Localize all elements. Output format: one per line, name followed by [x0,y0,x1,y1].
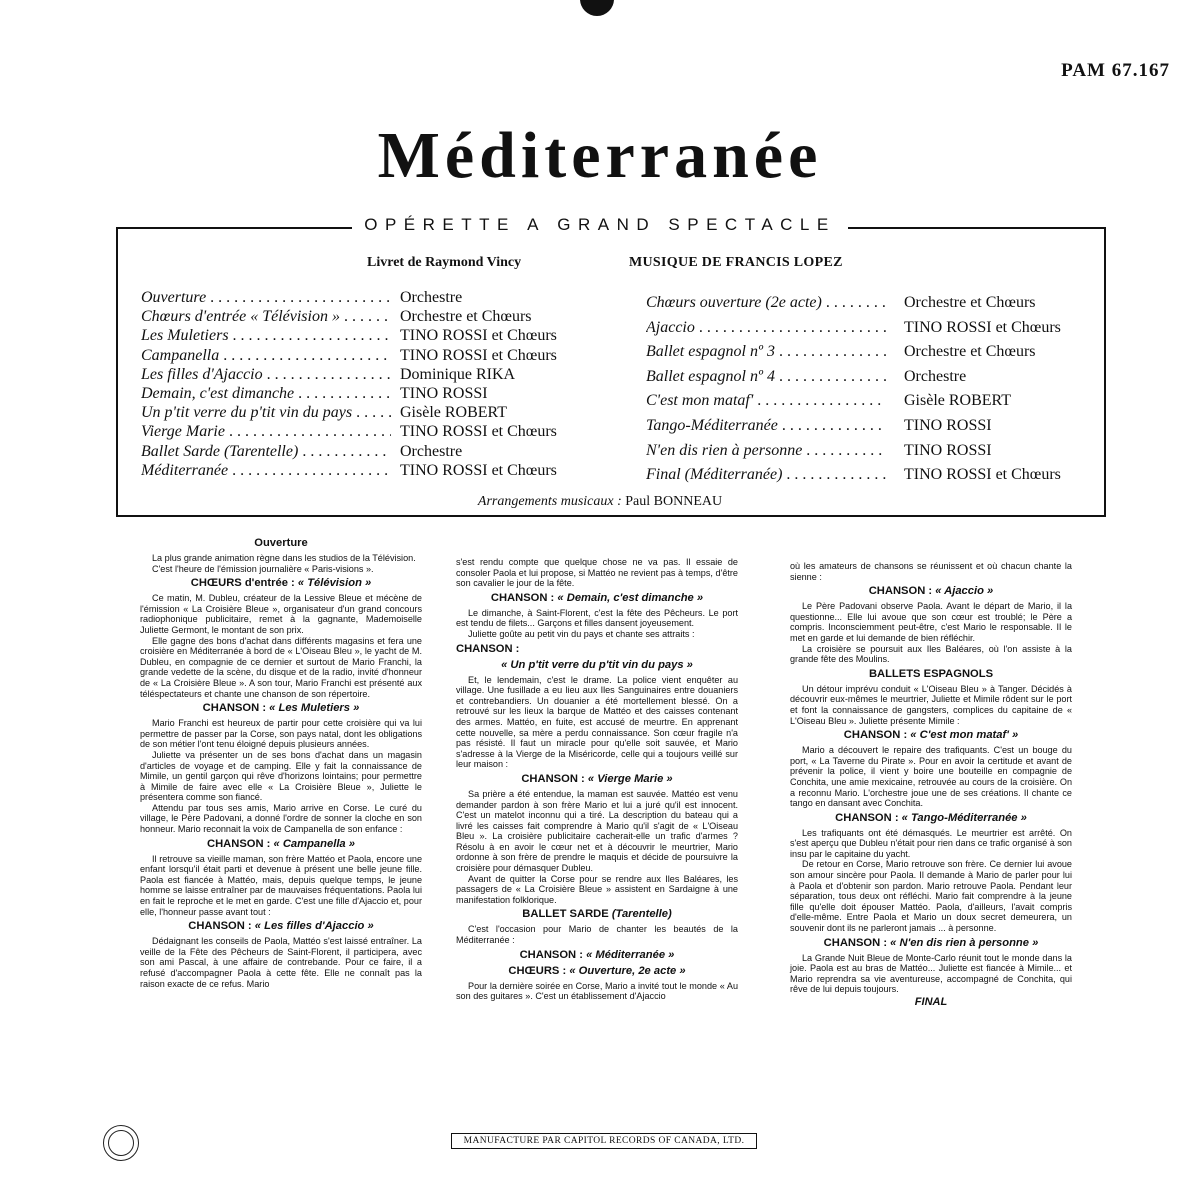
track-performer: TINO ROSSI et Chœurs [400,423,557,441]
track-performer: Orchestre [400,442,463,460]
track-performer: TINO ROSSI et Chœurs [904,318,1061,336]
heading-title: « C'est mon mataf' » [910,729,1019,742]
heading-prefix: CHANSON : [868,585,933,598]
final-label: FINAL [914,996,948,1008]
heading-prefix: CHŒURS : [508,964,567,977]
track-row [141,346,557,365]
heading-prefix: BALLET SARDE [522,908,609,921]
track-title: Ballet espagnol nº 3 . . . [646,340,886,365]
heading-prefix: CHANSON : [202,702,267,715]
track-performer: Orchestre et Chœurs [400,308,532,326]
heading-prefix: CHANSON : [823,936,888,949]
heading-prefix: CHANSON : [207,837,271,850]
synopsis-paragraph: La croisière se poursuit aux Iles Baléares, où l'on assiste à la grande fête des Moulins. [790,643,1072,665]
track-performer: Dominique RIKA [400,365,516,383]
manufacture-notice: MANUFACTURE PAR CAPITOL RECORDS OF CANADA, LTD. [451,1133,757,1149]
heading-title: « Méditerranée » [586,948,675,961]
synopsis-paragraph: C'est l'occasion pour Mario de chanter les beautés de la Méditerranée : [456,924,738,946]
heading-title: « Ouverture, 2e acte » [569,964,686,977]
synopsis-paragraph: Avant de quitter la Corse pour se rendre aux Iles Baléares, les passagers de « La Croisière Bleue » assistent en Sardaigne à une manifestation folklorique. [456,873,738,905]
heading-title: « Vierge Marie » [587,772,673,785]
circular-seal-icon [103,1125,139,1161]
synopsis-paragraph: s'est rendu compte que quelque chose ne va pas. Il essaie de consoler Paola et lui propose, si Mattéo ne revient pas à temps, d'être son cavalier le jour de la fête. [456,557,738,589]
heading-prefix: CHANSON : [490,591,555,604]
synopsis-paragraph: Dédaignant les conseils de Paola, Mattéo s'est laissé entraîner. La veille de la Fête des Pêcheurs de Saint-Florent, il participera, avec son ami Pascal, à une affaire de contrebande. Pour ce faire, il a refusé d'accompagner Paola à cette fête. Elle ne connaît pas la raison exacte de ce refus. Mario [140,936,422,989]
track-title: N'en dis rien à personne . . . [646,439,886,464]
synopsis-paragraph: De retour en Corse, Mario retrouve son frère. Ce dernier lui avoue son amour sincère pour Paola. Il demande à Mario de parler pour lui à Paola et d'obtenir son pardon. Mario retrouve Paola. Pendant leur séparation, tous deux ont réfléchi. Mario fait comprendre à la jeune fille qu'elle doit épouser Mattéo. Paola, d'ailleurs, l'avait compris d'elle-même. Entre Paola et Mario un doux secret demeurera, un souvenir dont ils ne parleront jamais ... à personne. [790,859,1072,934]
track-title: Ballet espagnol nº 4 . . . [646,365,886,390]
section-heading [456,659,738,672]
section-heading [456,643,738,656]
page-title: Méditerranée [377,119,823,192]
heading-title: (Tarentelle) [611,908,672,921]
track-performer: Gisèle ROBERT [904,392,1012,410]
track-row [141,461,557,480]
arrangements-credit [0,494,1200,510]
section-heading [140,838,422,851]
section-heading [140,702,422,715]
heading-prefix: CHANSON : [519,948,583,961]
synopsis-paragraph: Elle gagne des bons d'achat dans différents magasins et fera une croisière en Méditerranée à bord de « L'Oiseau Bleu », le yacht de M. Dubleu, en compagnie de ce dernier et surtout de Mario Franchi, la grande vedette de la scène, du disque et de la radio, invité d'honneur de « La Croisière Bleue ». A son tour, Mario Franchi est présenté aux téléspectateurs et chante une chanson de son répertoire. [140,635,422,699]
track-performer: Orchestre et Chœurs [904,343,1036,361]
synopsis-paragraph: Sa prière a été entendue, la maman est sauvée. Mattéo est venu demander pardon à son frère Mario et lui a juré qu'il est innocent. C'est un matelot inconnu qui a tiré. La description du bateau qui a livré les caisses fait comprendre à Mario qu'il s'agit de « L'Oiseau Bleu ». La croisière publicitaire cacherait-elle un trafic d'armes ? Résolu à en avoir le cœur net et à découvrir le meurtrier, Mario ordonne à son frère de prendre le maquis et décide de poursuivre la croisière pour démasquer Dubleu. [456,788,738,874]
track-performer: TINO ROSSI et Chœurs [400,327,557,345]
track-title: Chœurs d'entrée « Télévision » . . . [141,307,391,326]
track-title: Ballet Sarde (Tarentelle) . . . [141,442,391,461]
track-title: Ajaccio . . . [646,316,886,341]
track-performer: TINO ROSSI [904,416,992,434]
synopsis-paragraph: Juliette goûte au petit vin du pays et chante ses attraits : [468,628,695,639]
heading-title: « Tango-Méditerranée » [901,811,1027,824]
catalog-number: PAM 67.167 [1061,60,1170,81]
synopsis-paragraph: Ce matin, M. Dubleu, créateur de la Lessive Bleue et mécène de l'émission « La Croisière Bleue », organisateur d'un grand concours radiophonique publicitaire, remet à la gagnante, Mademoiselle Juliette Germont, le montant de son prix. [140,593,422,635]
synopsis-column-3 [790,561,1072,1008]
heading-prefix: CHANSON : [188,920,252,933]
track-row [646,439,992,464]
track-title: Un p'tit verre du p'tit vin du pays . . . [141,403,391,422]
synopsis-paragraph: Il retrouve sa vieille maman, son frère Mattéo et Paola, encore une enfant lorsqu'il était parti et devenue à présent une belle jeune fille. Paola est fiancée à Mattéo, mais, depuis quelque temps, le jeune homme se laisse entraîner par de mauvaises fréquentations. Paola lui en fait le reproche et le met en garde. C'est une fille d'Ajaccio et, pour elle, l'honneur passe avant tout : [140,853,422,917]
section-heading [140,920,422,933]
synopsis-paragraph: Pour la dernière soirée en Corse, Mario a invité tout le monde « Au son des guitares ». C'est un établissement d'Ajaccio [456,980,738,1002]
synopsis-paragraph: Un détour imprévu conduit « L'Oiseau Bleu » à Tanger. Décidés à découvrir eux-mêmes le meurtrier, Juliette et Mimile rôdent sur le port et font la connaissance de gangsters, complices du capitaine de « L'Oiseau Bleu ». Juliette présente Mimile : [790,683,1072,726]
track-title: Campanella . . . [141,346,391,365]
heading-title: « Télévision » [297,577,372,590]
synopsis-paragraph: où les amateurs de chansons se réunissent et où chacun chante la sienne : [790,561,1072,582]
track-row [646,463,1061,488]
track-row [646,389,1012,414]
section-heading [456,949,738,962]
livret-credit: Livret de Raymond Vincy [367,255,522,270]
track-row [141,365,516,384]
track-row [646,365,967,390]
synopsis-paragraph: Attendu par tous ses amis, Mario arrive en Corse. Le curé du village, le Père Padovani, a donné l'ordre de sonner la cloche en son honneur. Mario reconnait la voix de Campanella de son enfance : [140,802,422,835]
section-heading: Ouverture [254,537,308,549]
track-row [141,442,463,461]
section-heading: BALLETS ESPAGNOLS [868,667,994,680]
track-row [141,422,557,441]
track-performer: Gisèle ROBERT [400,404,508,422]
track-row [141,326,557,345]
track-title: Vierge Marie . . . [141,422,391,441]
synopsis-column-2 [456,557,738,1002]
track-title: Les filles d'Ajaccio . . . [141,365,391,384]
section-heading [790,937,1072,950]
track-title: Tango-Méditerranée . . . [646,414,886,439]
section-heading [790,812,1072,825]
track-row [141,307,532,326]
track-title: Demain, c'est dimanche . . . [141,384,391,403]
synopsis-paragraph: Les trafiquants ont été démasqués. Le meurtrier est arrêté. On s'est aperçu que Dubleu n'était pour rien dans ce trafic organisé à son insu par le capitaine du yacht. [790,827,1072,859]
heading-prefix: CHANSON : [521,772,585,785]
track-row [646,291,1036,316]
synopsis-paragraph: La Grande Nuit Bleue de Monte-Carlo réunit tout le monde dans la joie. Paola est au bras de Mattéo... Juliette est fiancée à Mimile... et Mario reprendra sa vie aventureuse, accompagné de Conchita, qui rêve de lui depuis toujours. [790,952,1072,995]
synopsis-paragraph: Mario Franchi est heureux de partir pour cette croisière qui va lui permettre de passer par la Corse, son pays natal, dont les obligations de son métier l'ont tenu éloigné depuis plusieurs années. [140,718,422,750]
synopsis-paragraph: C'est l'heure de l'émission journalière « Paris-visions ». [152,563,374,574]
track-performer: TINO ROSSI et Chœurs [400,346,557,364]
heading-title: « Campanella » [273,837,355,850]
track-row [141,403,508,422]
track-title: Final (Méditerranée) . . . [646,463,886,488]
track-performer: Orchestre et Chœurs [904,294,1036,311]
synopsis-paragraph: Juliette va présenter un de ses bons d'achat dans un magasin d'articles de voyage et de camping. Elle y fait la connaissance de Mimile, un gentil garçon qui rêve d'horizons lointains; pour permettre à Mimile de faire avec elle « La Croisière Bleue », Juliette le présentera comme son fiancé. [140,749,422,803]
subtitle [0,215,1200,235]
track-row [646,340,1036,365]
subtitle-text: OPÉRETTE A GRAND SPECTACLE [352,215,847,234]
heading-title: « Demain, c'est dimanche » [557,591,704,604]
synopsis-paragraph: La plus grande animation règne dans les studios de la Télévision. [152,553,416,563]
track-performer: Orchestre [400,289,463,306]
heading-prefix: CHANSON : [835,811,899,824]
arrangements-name: Paul BONNEAU [625,494,723,509]
track-performer: Orchestre [904,367,967,385]
synopsis-paragraph: Le Père Padovani observe Paola. Avant le départ de Mario, il la questionne... Elle lui avoue que son cœur est troublé; le Père a compris. Inconsciemment peut-être, c'est Mario le responsable. Il le met en garde et lui demande de bien réfléchir. [790,601,1072,643]
track-title: C'est mon mataf' . . . [646,389,886,414]
track-row [141,384,488,403]
heading-title: « Les filles d'Ajaccio » [254,920,374,933]
section-heading [790,585,1072,598]
musique-credit: MUSIQUE DE FRANCIS LOPEZ [629,255,843,270]
section-heading [140,577,422,590]
section-heading [456,965,738,978]
synopsis-paragraph: Le dimanche, à Saint-Florent, c'est la fête des Pêcheurs. Le port est tendu de filets... Garçons et filles dansent joyeusement. [456,607,738,629]
section-heading [456,908,738,921]
heading-prefix: CHANSON : [843,729,908,742]
section-heading [456,592,738,605]
track-row [646,414,992,439]
arrangements-label: Arrangements musicaux : [477,494,622,509]
track-title: Chœurs ouverture (2e acte) . . . [646,291,886,316]
heading-title: « Ajaccio » [935,585,994,598]
synopsis-paragraph: Mario a découvert le repaire des trafiquants. C'est un bouge du port, « La Taverne du Pirate ». Pour en avoir la certitude et avant de prévenir la police, il vient y boire une bouteille en compagnie de Conchita, une amie mexicaine, retrouvée au cours de la croisière. On a reconnu Mario. L'orchestre joue une de ses créations. Il chante ce tango en dansant avec Conchita. [790,745,1072,809]
heading-prefix: CHANSON : [456,642,520,655]
heading-title: « Les Muletiers » [269,702,360,715]
track-row [646,316,1061,341]
track-row [141,288,463,307]
black-circle-tab-icon [580,0,614,16]
heading-title: « N'en dis rien à personne » [890,936,1039,949]
heading-title: « Un p'tit verre du p'tit vin du pays » [501,658,693,671]
side-a-tracklist [141,288,557,480]
track-performer: TINO ROSSI [400,384,488,402]
side-b-tracklist [646,291,1061,488]
track-performer: TINO ROSSI et Chœurs [400,461,557,479]
synopsis-paragraph: Et, le lendemain, c'est le drame. La police vient enquêter au village. Une fusillade a eu lieu aux Iles Sanguinaires entre douaniers et contrebandiers. Un douanier a été mortellement blessé. On a retrouvé sur les lieux la barque de Mattéo et des caisses contenant des armes. Mattéo, en fuite, est accusé de meurtre. En apprenant cette nouvelle, sa mère a perdu connaissance. Son cœur fragile n'a pas résisté. Il faut un miracle pour qu'elle soit sauvée, et Mario s'adresse à la Vierge de la Miséricorde, celle qui a toujours veillé sur leur maison : [456,674,738,770]
section-heading [790,729,1072,742]
track-title: Ouverture . . . [141,288,391,307]
section-heading [456,773,738,786]
track-performer: TINO ROSSI [904,441,992,459]
track-title: Les Muletiers . . . [141,326,391,345]
track-performer: TINO ROSSI et Chœurs [904,466,1061,484]
synopsis-column-1 [140,534,422,989]
track-title: Méditerranée . . . [141,461,391,480]
heading-prefix: CHŒURS d'entrée : [190,577,295,590]
